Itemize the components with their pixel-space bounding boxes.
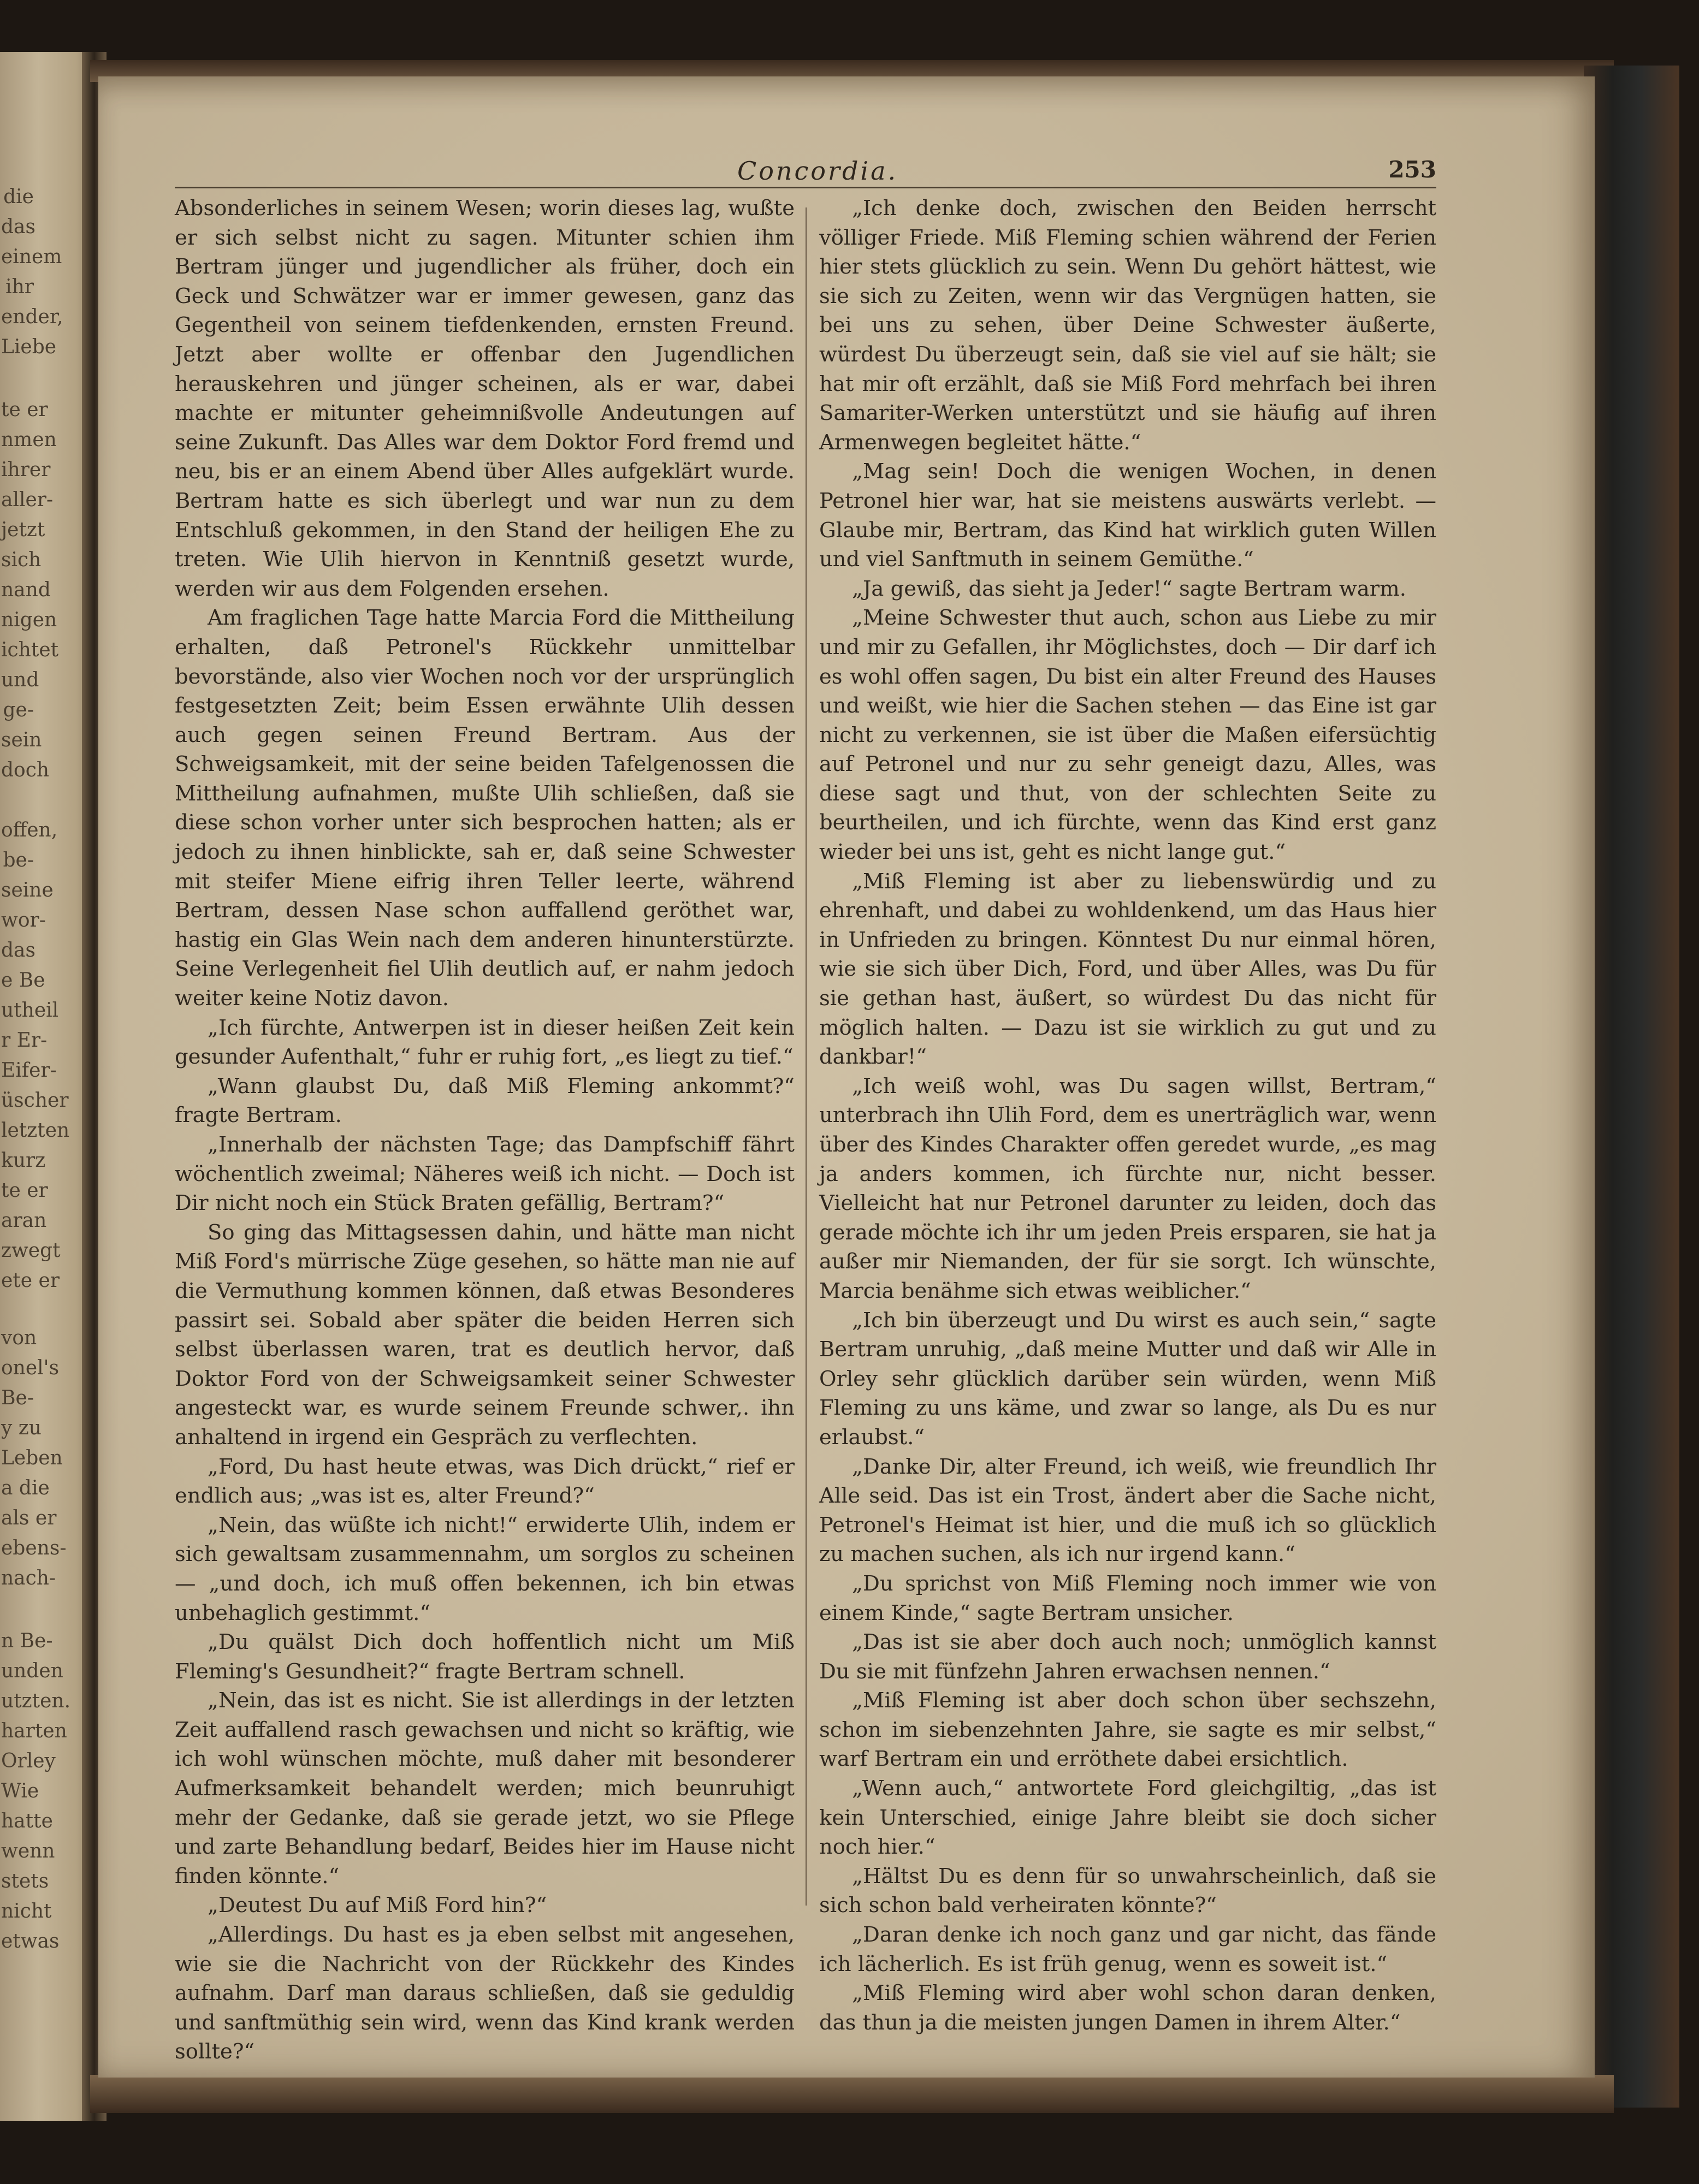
paragraph: „Ich fürchte, Antwerpen ist in dieser heißen Zeit kein gesunder Aufenthalt,“ fuhr er ruhig fort, „es liegt zu tief.“ [175,1015,795,1070]
paragraph: „Daran denke ich noch ganz und gar nicht, das fände ich lächerlich. Es ist früh genug, wenn es soweit ist.“ [819,1922,1436,1977]
facing-page-fragment: onel's [1,1357,60,1379]
facing-page-fragment: nicht [1,1900,52,1922]
facing-page-fragment: sich [1,549,42,571]
facing-page-fragment: e Be [1,969,45,992]
facing-page-fragment: etwas [1,1930,60,1952]
facing-page-fragment: stets [1,1870,49,1892]
facing-page-fragment: Liebe [1,336,57,358]
paragraph: „Danke Dir, alter Freund, ich weiß, wie freundlich Ihr Alle seid. Das ist ein Trost, ändert aber die Sache nicht, Petronel's Heimat ist hier, und die muß ich so glücklich zu machen suchen, als ich nur irgend kann.“ [819,1454,1436,1567]
paragraph: „Wenn auch,“ antwortete Ford gleichgiltig, „das ist kein Unterschied, einige Jahre bleibt sie doch sicher noch hier.“ [819,1776,1436,1860]
facing-page-fragment: offen, [1,819,58,841]
running-title: Concordia. [737,156,898,186]
facing-page-fragment: seine [1,879,54,901]
paragraph: „Ich weiß wohl, was Du sagen willst, Bertram,“ unterbrach ihn Ulih Ford, dem es unerträglich war, wenn über des Kindes Charakter offen geredet wurde, „es mag ja anders kommen, ich fürchte nur, nicht besser. Vielleicht hat nur Petronel darunter zu leiden, doch das gerade möchte ich ihr um jeden Preis ersparen, sie hat ja außer mir Niemanden, der für sie sorgt. Ich wünschte, Marcia benähme sich etwas weiblicher.“ [819,1073,1436,1303]
facing-page-fragment: r Er- [1,1029,48,1052]
facing-page-fragment: die [3,186,34,208]
paragraph: „Deutest Du auf Miß Ford hin?“ [208,1893,547,1918]
facing-page-fragment: a die [1,1477,50,1499]
facing-page-fragment: ender, [1,306,63,328]
facing-page-fragment: wor- [1,909,46,931]
paragraph: „Nein, das ist es nicht. Sie ist allerdings in der letzten Zeit auffallend rasch gewachsen und nicht so kräftig, wie ich wohl wünschen möchte, muß daher mit besonderer Aufmerksamkeit behandelt werden; mich beunruhigt mehr der Gedanke, daß sie gerade jetzt, wo sie Pflege und zarte Behandlung bedarf, Beides hier im Hause nicht finden könnte.“ [175,1688,795,1889]
facing-page-fragment: üscher [1,1089,69,1112]
facing-page-fragment: hatte [1,1810,53,1832]
facing-page-fragment: das [1,216,35,238]
facing-page-fragment: letzten [1,1119,70,1142]
facing-page-fragment: von [1,1327,37,1349]
facing-page-fragment: wenn [1,1840,55,1862]
paragraph: „Ja gewiß, das sieht ja Jeder!“ sagte Bertram warm. [852,576,1406,601]
column-divider [806,207,807,1906]
paragraph: „Nein, das wüßte ich nicht!“ erwiderte Ulih, indem er sich gewaltsam zusammennahm, um sorglos zu scheinen — „und doch, ich muß offen bekennen, ich bin etwas unbehaglich gestimmt.“ [175,1512,795,1625]
paragraph: So ging das Mittagsessen dahin, und hätte man nicht Miß Ford's mürrische Züge gesehen, so hätte man nie auf die Vermuthung kommen können, daß etwas Besonderes passirt sei. Sobald aber später die beiden Herren sich selbst überlassen waren, trat es deutlich hervor, daß Doktor Ford von der Schweigsamkeit seiner Schwester angesteckt war, es wurde seinem Freunde schwer,. ihn anhaltend in irgend ein Gespräch zu verflechten. [175,1220,795,1450]
facing-page-fragment: Eifer- [1,1059,57,1082]
facing-page-fragment: doch [1,759,50,781]
facing-page-fragment: y zu [1,1417,42,1439]
facing-page-fragment: be- [3,849,34,871]
cover-right-edge [1584,66,1679,2108]
paragraph: Absonderliches in seinem Wesen; worin dieses lag, wußte er sich selbst nicht zu sagen. Mitunter schien ihm Bertram jünger und jugendlicher als früher, doch ein Geck und Schwätzer war er immer gewesen, ganz das Gegentheil von seinem tiefdenkenden, ernsten Freund. Jetzt aber wollte er offenbar den Jugendlichen herauskehren und jünger scheinen, als er war, dabei machte er mitunter geheimnißvolle Andeutungen auf seine Zukunft. Das Alles war dem Doktor Ford fremd und neu, bis er an einem Abend über Alles aufgeklärt wurde. Bertram hatte es sich überlegt und war nun zu dem Entschluß gekommen, in den Stand der heiligen Ehe zu treten. Wie Ulih hiervon in Kenntniß gesetzt wurde, werden wir aus dem Folgenden ersehen. [175,196,795,601]
paragraph: „Meine Schwester thut auch, schon aus Liebe zu mir und mir zu Gefallen, ihr Möglichstes, doch — Dir darf ich es wohl offen sagen, Du bist ein alter Freund des Hauses und weißt, wie hier die Sachen stehen — das Eine ist gar nicht zu verkennen, sie ist über die Maßen eifersüchtig auf Petronel und nur zu sehr geneigt dazu, Alles, was diese sagt und thut, von der schlechten Seite zu beurtheilen, und ich fürchte, wenn das Kind erst ganz wieder bei uns ist, geht es nicht lange gut.“ [819,606,1436,865]
cover-bottom-edge [90,2075,1614,2113]
facing-page-fragment: Leben [1,1447,63,1469]
facing-page-fragment: ge- [3,699,34,721]
facing-page-fragment: das [1,939,35,962]
page-number: 253 [1388,156,1436,183]
facing-page-fragment: ete er [1,1269,60,1292]
facing-page-fragment: te er [1,399,48,421]
paragraph: „Du sprichst von Miß Fleming noch immer wie von einem Kinde,“ sagte Bertram unsicher. [819,1571,1436,1625]
facing-page-fragment: ihr [5,276,34,298]
facing-page-fragment: kurz [1,1149,46,1172]
facing-page-fragment: n Be- [1,1630,53,1652]
paragraph: „Ich bin überzeugt und Du wirst es auch sein,“ sagte Bertram unruhig, „daß meine Mutter und daß wir Alle in Orley sehr glücklich darüber sein würden, wenn Miß Fleming zu uns käme, und zwar so lange, als Du es nur erlaubst.“ [819,1308,1436,1450]
facing-page-fragment: Orley [1,1750,56,1772]
paragraph: „Innerhalb der nächsten Tage; das Dampfschiff fährt wöchentlich zweimal; Näheres weiß ich nicht. — Doch ist Dir nicht noch ein Stück Braten gefällig, Bertram?“ [175,1132,795,1216]
paragraph: „Allerdings. Du hast es ja eben selbst mit angesehen, wie sie die Nachricht von der Rückkehr des Kindes aufnahm. Darf man daraus schließen, daß sie geduldig und sanftmüthig sein wird, wenn das Kind krank werden sollte?“ [175,1922,795,2064]
facing-page-fragment: ebens- [1,1537,67,1559]
facing-page-fragment: aran [1,1209,47,1232]
paragraph: „Hältst Du es denn für so unwahrscheinlich, daß sie sich schon bald verheiraten könnte?“ [819,1863,1436,1918]
facing-page-fragment: nmen [1,429,57,451]
facing-page-fragment: utzten. [1,1690,71,1712]
facing-page-fragment: Wie [1,1780,39,1802]
paragraph: „Miß Fleming wird aber wohl schon daran denken, das thun ja die meisten jungen Damen in ihrem Alter.“ [819,1981,1436,2035]
page-header [175,154,1436,188]
facing-page-fragment: te er [1,1179,48,1202]
facing-page-fragment: nigen [1,609,57,631]
facing-page-fragment: sein [1,729,42,751]
paragraph: „Das ist sie aber doch auch noch; unmöglich kannst Du sie mit fünfzehn Jahren erwachsen nennen.“ [819,1630,1436,1684]
paragraph: „Ford, Du hast heute etwas, was Dich drückt,“ rief er endlich aus; „was ist es, alter Freund?“ [175,1454,795,1509]
paragraph: „Ich denke doch, zwischen den Beiden herrscht völliger Friede. Miß Fleming schien während der Ferien hier stets glücklich zu sein. Wenn Du gehört hättest, wie sie sich zu Zeiten, wenn wir das Vergnügen hatten, sie bei uns zu sehen, über Deine Schwester äußerte, würdest Du überzeugt sein, daß sie viel auf sie hält; sie hat mir oft erzählt, daß sie Miß Ford mehrfach bei ihren Samariter-Werken unterstützt und sie häufig auf ihren Armenwegen begleitet hätte.“ [819,196,1436,455]
facing-page-fragment: harten [1,1720,67,1742]
facing-page-fragment: jetzt [1,519,45,541]
left-text-column [175,194,795,2067]
facing-page-fragment: und [1,669,39,691]
facing-page-fragment: einem [1,246,62,268]
facing-page-fragment: als er [1,1507,57,1529]
facing-page-fragment: nach- [1,1567,56,1589]
paragraph: Am fraglichen Tage hatte Marcia Ford die Mittheilung erhalten, daß Petronel's Rückkehr unmittelbar bevorstände, also vier Wochen noch vor der ursprünglich festgesetzten Zeit; beim Essen erwähnte Ulih dessen auch gegen seinen Freund Bertram. Aus der Schweigsamkeit, mit der seine beiden Tafelgenossen die Mittheilung aufnahmen, mußte Ulih schließen, daß sie diese schon vorher unter sich besprochen hatten; als er jedoch zu ihnen hinblickte, sah er, daß seine Schwester mit steifer Miene eifrig ihren Teller leerte, während Bertram, dessen Nase schon auffallend geröthet war, hastig ein Glas Wein nach dem anderen hinunterstürzte. Seine Verlegenheit fiel Ulih deutlich auf, er nahm jedoch weiter keine Notiz davon. [175,606,795,1011]
facing-page-fragment: zwegt [1,1239,61,1262]
facing-page-fragment: nand [1,579,51,601]
paragraph: „Mag sein! Doch die wenigen Wochen, in denen Petronel hier war, hat sie meistens auswärts verlebt. — Glaube mir, Bertram, das Kind hat wirklich guten Willen und viel Sanftmuth in seinem Gemüthe.“ [819,459,1436,572]
facing-page-fragment: Be- [1,1387,34,1409]
facing-page-fragment: utheil [1,999,59,1022]
paragraph: „Miß Fleming ist aber doch schon über sechszehn, schon im siebenzehnten Jahre, sie sagte es mir selbst,“ warf Bertram ein und erröthete dabei ersichtlich. [819,1688,1436,1772]
right-text-column [819,194,1436,2037]
facing-page-fragment: aller- [1,489,54,511]
facing-page-fragment: ichtet [1,639,59,661]
facing-page-fragment: unden [1,1660,63,1682]
paragraph: „Wann glaubst Du, daß Miß Fleming ankommt?“ fragte Bertram. [175,1073,795,1128]
paragraph: „Miß Fleming ist aber zu liebenswürdig und zu ehrenhaft, und dabei zu wohldenkend, um das Haus hier in Unfrieden zu bringen. Könntest Du nur einmal hören, wie sie sich über Dich, Ford, und über Alles, was Du für sie gethan hast, äußert, so würdest Du das nicht für möglich halten. — Dazu ist sie wirklich zu gut und zu dankbar!“ [819,869,1436,1070]
paragraph: „Du quälst Dich doch hoffentlich nicht um Miß Fleming's Gesundheit?“ fragte Bertram schnell. [175,1630,795,1684]
facing-page-fragment: ihrer [1,459,51,481]
